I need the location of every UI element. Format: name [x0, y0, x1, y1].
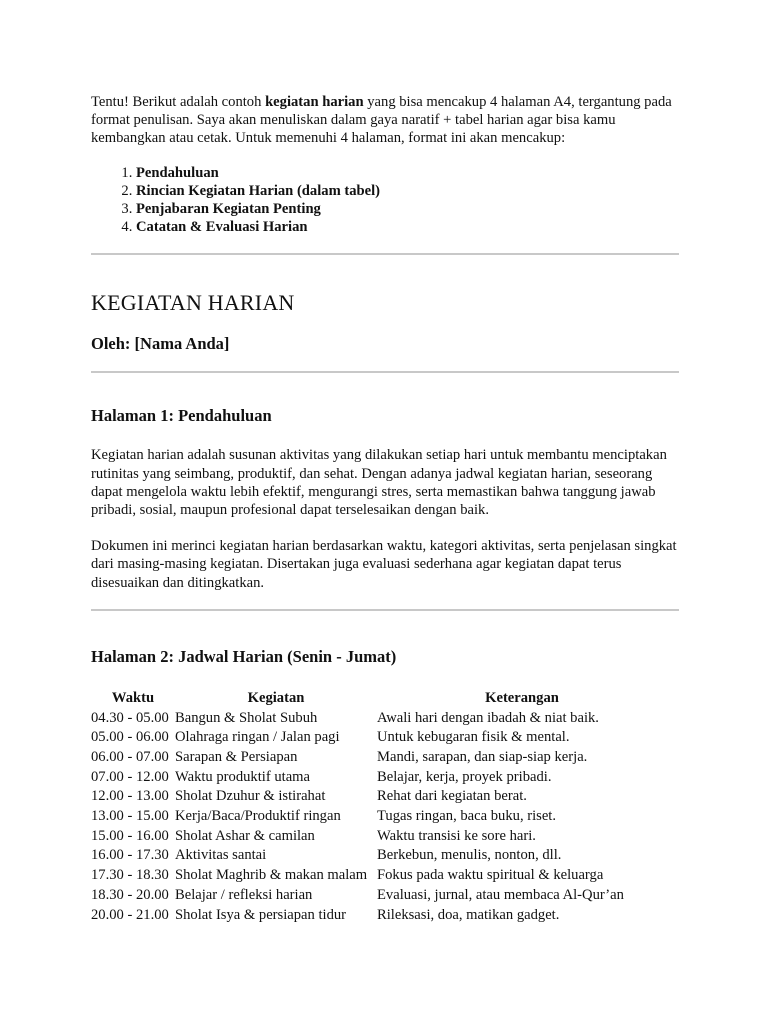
body-paragraph: Kegiatan harian adalah susunan aktivitas yang dilakukan setiap hari untuk membantu menciptakan rutinitas yang seimbang, produktif, dan sehat. Dengan adanya jadwal kegiatan harian, seseorang dapat mengelola waktu lebih efektif, mengurangi stres, serta memastikan bahwa tanggung jawab pribadi, sosial, maupun profesional dapat terselesaikan dengan baik.: [91, 447, 667, 519]
table-row: [91, 846, 667, 866]
cell-kegiatan: Bangun & Sholat Subuh: [175, 709, 318, 726]
document-content: [91, 93, 679, 925]
table-header-row: [91, 689, 667, 709]
cell-waktu: 20.00 - 21.00: [91, 906, 169, 923]
outline-item: 3. Penjabaran Kegiatan Penting: [136, 200, 679, 218]
cell-keterangan: Awali hari dengan ibadah & niat baik.: [377, 709, 599, 726]
outline-item: 4. Catatan & Evaluasi Harian: [136, 218, 679, 236]
cell-keterangan: Rileksasi, doa, matikan gadget.: [377, 906, 560, 923]
section-heading-pendahuluan: Halaman 1: Pendahuluan: [91, 406, 272, 426]
cell-keterangan: Rehat dari kegiatan berat.: [377, 788, 527, 805]
outline-item: 1. Pendahuluan: [136, 164, 679, 182]
table-row: [91, 728, 667, 748]
divider: [91, 371, 679, 373]
outline-item: 2. Rincian Kegiatan Harian (dalam tabel): [136, 182, 679, 200]
cell-waktu: 16.00 - 17.30: [91, 847, 169, 864]
cell-kegiatan: Aktivitas santai: [175, 847, 267, 864]
cell-keterangan: Berkebun, menulis, nonton, dll.: [377, 847, 562, 864]
column-header-keterangan: Keterangan: [485, 689, 559, 706]
cell-waktu: 05.00 - 06.00: [91, 729, 169, 746]
cell-keterangan: Fokus pada waktu spiritual & keluarga: [377, 867, 604, 884]
cell-keterangan: Mandi, sarapan, dan siap-siap kerja.: [377, 748, 588, 765]
table-row: [91, 748, 667, 768]
cell-waktu: 04.30 - 05.00: [91, 709, 169, 726]
divider: [91, 253, 679, 255]
cell-keterangan: Belajar, kerja, proyek pribadi.: [377, 768, 552, 785]
cell-kegiatan: Sholat Isya & persiapan tidur: [175, 906, 347, 923]
cell-waktu: 18.30 - 20.00: [91, 886, 169, 903]
author-line: Oleh: [Nama Anda]: [91, 334, 230, 354]
cell-kegiatan: Sarapan & Persiapan: [175, 748, 298, 765]
intro-paragraph: [91, 93, 679, 148]
column-header-waktu: Waktu: [111, 689, 155, 706]
cell-kegiatan: Olahraga ringan / Jalan pagi: [175, 729, 340, 746]
cell-kegiatan: Kerja/Baca/Produktif ringan: [175, 808, 341, 825]
outline-list: [91, 164, 679, 237]
cell-waktu: 13.00 - 15.00: [91, 808, 169, 825]
section-heading-jadwal: Halaman 2: Jadwal Harian (Senin - Jumat): [91, 646, 397, 666]
cell-kegiatan: Waktu produktif utama: [175, 768, 310, 785]
divider: [91, 609, 679, 611]
body-paragraph: Dokumen ini merinci kegiatan harian berdasarkan waktu, kategori aktivitas, serta penjelasan singkat dari masing-masing kegiatan. Disertakan juga evaluasi sederhana agar kegiatan dapat terus disesuaikan dan ditingkatkan.: [91, 538, 677, 591]
table-row: [91, 768, 667, 788]
table-row: [91, 827, 667, 847]
cell-kegiatan: Belajar / refleksi harian: [175, 886, 313, 903]
intro-text-1: Tentu! Berikut adalah contoh: [91, 94, 266, 110]
cell-waktu: 12.00 - 13.00: [91, 788, 169, 805]
cell-keterangan: Tugas ringan, baca buku, riset.: [377, 808, 557, 825]
cell-keterangan: Waktu transisi ke sore hari.: [377, 827, 536, 844]
table-row: [91, 807, 667, 827]
cell-waktu: 17.30 - 18.30: [91, 867, 169, 884]
schedule-table: [91, 689, 667, 925]
table-row: [91, 787, 667, 807]
cell-waktu: 15.00 - 16.00: [91, 827, 169, 844]
table-row: [91, 866, 667, 886]
table-row: [91, 886, 667, 906]
cell-keterangan: Untuk kebugaran fisik & mental.: [377, 729, 570, 746]
document-title: KEGIATAN HARIAN: [91, 290, 295, 316]
cell-kegiatan: Sholat Ashar & camilan: [175, 827, 315, 844]
table-row: [91, 906, 667, 926]
cell-keterangan: Evaluasi, jurnal, atau membaca Al-Qur’an: [377, 886, 624, 903]
column-header-kegiatan: Kegiatan: [247, 689, 305, 706]
cell-waktu: 07.00 - 12.00: [91, 768, 169, 785]
intro-text-2: yang bisa mencakup 4 halaman A4, tergantung pada format penulisan. Saya akan menuliskan dalam gaya naratif + tabel harian agar bisa kamu kembangkan atau cetak. Untuk memenuhi 4 halaman, format ini akan mencakup:: [91, 94, 672, 147]
cell-waktu: 06.00 - 07.00: [91, 748, 169, 765]
cell-kegiatan: Sholat Maghrib & makan malam: [175, 867, 368, 884]
intro-bold-term: kegiatan harian: [265, 94, 364, 110]
cell-kegiatan: Sholat Dzuhur & istirahat: [175, 788, 326, 805]
table-row: [91, 709, 667, 729]
schedule-table-body: [91, 709, 667, 926]
